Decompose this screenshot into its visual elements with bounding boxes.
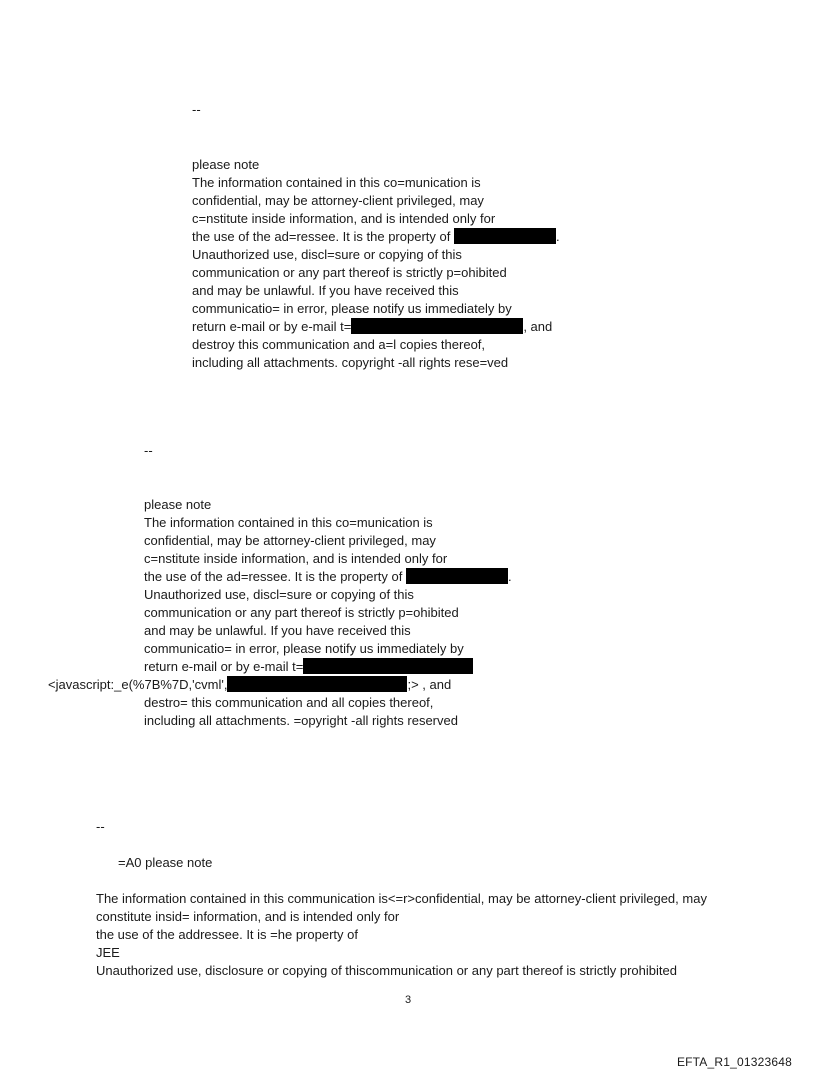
notice-line: The information contained in this co=munication is: [144, 515, 433, 530]
notice-line: The information contained in this communication is<=r>confidential, may be attorney-client privileged, may: [96, 891, 707, 906]
separator-3: --: [96, 819, 105, 834]
notice-line: c=nstitute inside information, and is intended only for: [144, 551, 448, 566]
notice-line: the use of the addressee. It is =he property of: [96, 927, 358, 942]
document-id-footer: EFTA_R1_01323648: [676, 1055, 792, 1069]
notice-line: Unauthorized use, disclosure or copying of thiscommunication or any part thereof is strictly prohibited: [96, 963, 677, 978]
notice-block-2: [144, 496, 512, 676]
notice-line: constitute insid= information, and is intended only for: [96, 909, 400, 924]
notice-line: return e-mail or by e-mail t=: [144, 658, 512, 676]
notice-line: destro= this communication and all copies thereof,: [144, 695, 434, 710]
redaction-box: [303, 658, 473, 674]
notice-line: c=nstitute inside information, and is intended only for: [192, 211, 496, 226]
notice-heading: please note: [144, 497, 212, 512]
notice-block-2-end: [144, 694, 458, 730]
notice-block-3: [96, 890, 707, 980]
notice-line: communicatio= in error, please notify us immediately by: [192, 301, 512, 316]
separator-1: --: [192, 102, 201, 117]
notice-line: destroy this communication and a=l copies thereof,: [192, 337, 486, 352]
separator-2: --: [144, 443, 153, 458]
notice-line: Unauthorized use, discl=sure or copying of this: [192, 247, 462, 262]
redaction-box: [406, 568, 508, 584]
notice-line: Unauthorized use, discl=sure or copying of this: [144, 587, 414, 602]
notice-heading: please note: [192, 157, 260, 172]
notice-line: confidential, may be attorney-client privileged, may: [192, 193, 484, 208]
notice-line: including all attachments. copyright -all rights rese=ved: [192, 355, 509, 370]
javascript-link-line: <javascript:_e(%7B%7D,'cvml', ;> , and: [48, 677, 452, 692]
notice-line: communicatio= in error, please notify us immediately by: [144, 641, 464, 656]
notice-line: The information contained in this co=munication is: [192, 175, 481, 190]
redaction-box: [351, 318, 523, 334]
notice-line: return e-mail or by e-mail t= , and: [192, 319, 553, 334]
notice-line: the use of the ad=ressee. It is the property of .: [192, 229, 560, 244]
notice-line: and may be unlawful. If you have received this: [192, 283, 459, 298]
notice-line: including all attachments. =opyright -all rights reserved: [144, 713, 458, 728]
redaction-box: [454, 228, 556, 244]
notice-line: communication or any part thereof is strictly p=ohibited: [144, 605, 459, 620]
notice-block-1: [192, 156, 560, 372]
notice-line: the use of the ad=ressee. It is the property of .: [144, 569, 512, 584]
notice-line: and may be unlawful. If you have received this: [144, 623, 411, 638]
notice-line: JEE: [96, 945, 120, 960]
notice-line: communication or any part thereof is strictly p=ohibited: [192, 265, 507, 280]
notice-line: confidential, may be attorney-client privileged, may: [144, 533, 436, 548]
redaction-box: [227, 676, 407, 692]
notice-heading-3: =A0 please note: [118, 855, 213, 870]
page-number: 3: [404, 994, 412, 1006]
